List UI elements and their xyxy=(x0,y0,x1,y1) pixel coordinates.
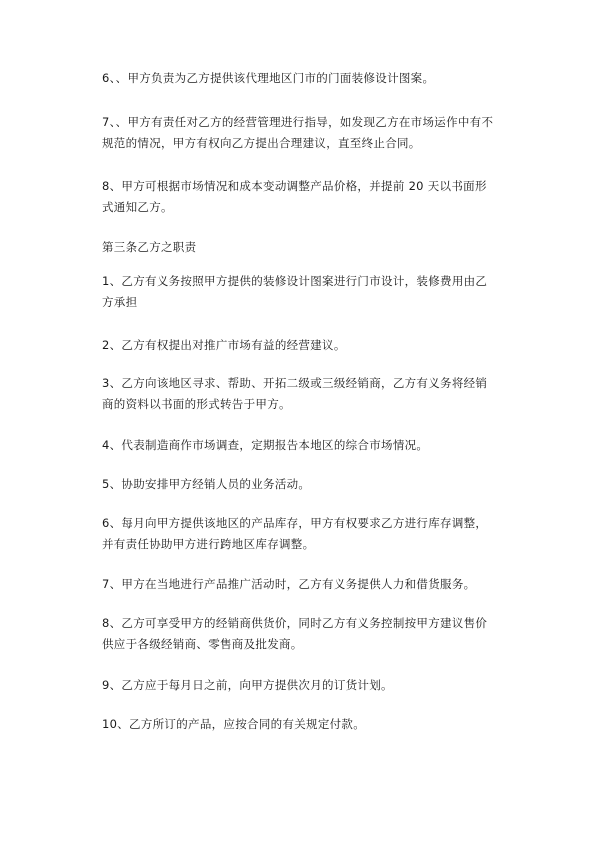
clause-b3: 3、乙方向该地区寻求、帮助、开拓二级或三级经销商，乙方有义务将经销商的资料以书面的形式转告于甲方。 xyxy=(102,376,488,411)
clause-b9: 9、乙方应于每月日之前，向甲方提供次月的订货计划。 xyxy=(102,678,393,692)
clause-b4: 4、代表制造商作市场调查，定期报告本地区的综合市场情况。 xyxy=(102,438,429,452)
section-heading: 第三条乙方之职责 xyxy=(102,240,197,254)
clause-a6: 6、、甲方负责为乙方提供该代理地区门市的门面装修设计图案。 xyxy=(102,71,435,85)
clause-b10: 10、乙方所订的产品，应按合同的有关规定付款。 xyxy=(102,717,366,731)
clause-a7: 7、、甲方有责任对乙方的经营管理进行指导，如发现乙方在市场运作中有不规范的情况，甲方有权向乙方提出合理建议，直至终止合同。 xyxy=(102,115,494,150)
clause-a8: 8、甲方可根据市场情况和成本变动调整产品价格，并提前 20 天以书面形式通知乙方。 xyxy=(102,179,487,214)
clause-b1: 1、乙方有义务按照甲方提供的装修设计图案进行门市设计，装修费用由乙方承担 xyxy=(102,274,488,309)
clause-b6: 6、每月向甲方提供该地区的产品库存，甲方有权要求乙方进行库存调整，并有责任协助甲方进行跨地区库存调整。 xyxy=(102,516,488,551)
clause-b7: 7、甲方在当地进行产品推广活动时，乙方有义务提供人力和借货服务。 xyxy=(102,577,476,591)
clause-b5: 5、协助安排甲方经销人员的业务活动。 xyxy=(102,477,311,491)
clause-b2: 2、乙方有权提出对推广市场有益的经营建议。 xyxy=(102,338,346,352)
clause-b8: 8、乙方可享受甲方的经销商供货价，同时乙方有义务控制按甲方建议售价供应于各级经销商、零售商及批发商。 xyxy=(102,616,488,651)
